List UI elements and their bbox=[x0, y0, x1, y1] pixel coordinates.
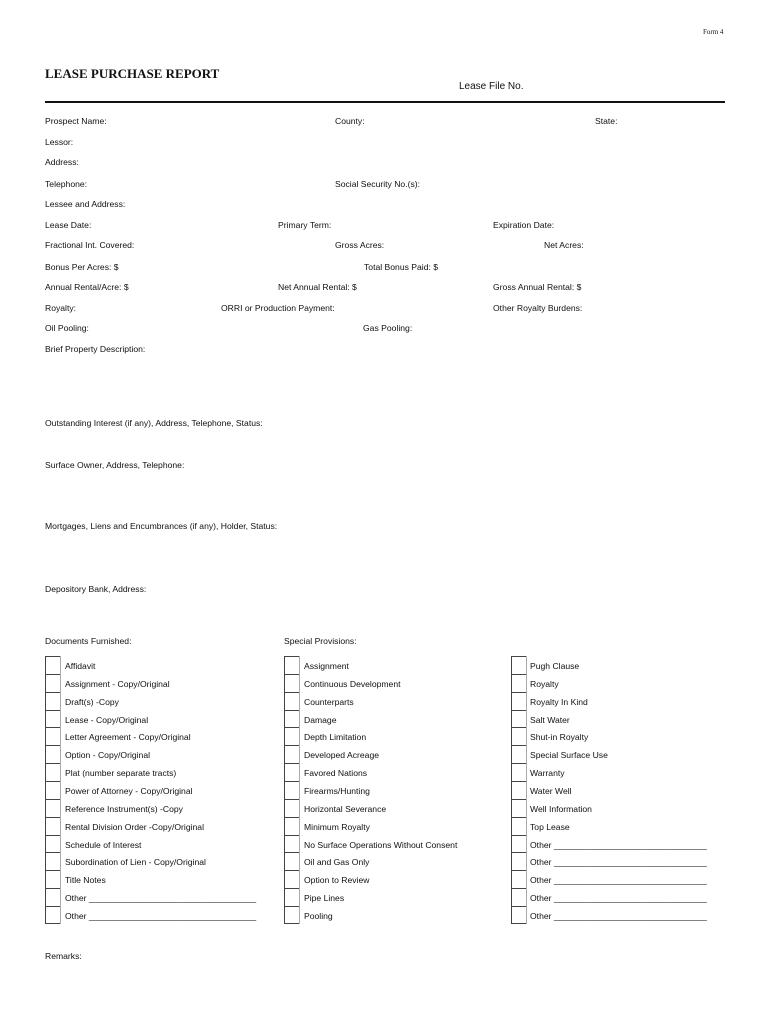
document-item-label: Assignment - Copy/Original bbox=[65, 678, 170, 689]
document-checkbox-edge bbox=[60, 835, 61, 853]
lessor-label: Lessor: bbox=[45, 137, 74, 147]
document-item-label: Subordination of Lien - Copy/Original bbox=[65, 857, 206, 868]
provision-checkbox-edge bbox=[526, 799, 527, 817]
provision-checkbox-edge bbox=[526, 906, 527, 924]
prospect-name-label: Prospect Name: bbox=[45, 116, 107, 126]
provision-checkbox-edge bbox=[526, 727, 527, 745]
document-checkbox-edge bbox=[60, 692, 61, 710]
provision-checkbox-edge bbox=[299, 799, 300, 817]
provision-item-label: Pooling bbox=[304, 910, 333, 921]
county-label: County: bbox=[335, 116, 365, 126]
provision-checkbox-edge bbox=[299, 817, 300, 835]
provision-checkbox-edge bbox=[299, 692, 300, 710]
documents-heading: Documents Furnished: bbox=[45, 636, 132, 646]
provision-item-label: Pugh Clause bbox=[530, 661, 580, 671]
depository-bank-label: Depository Bank, Address: bbox=[45, 584, 147, 594]
provision-checkbox[interactable] bbox=[284, 710, 299, 728]
provision-checkbox-edge bbox=[526, 835, 527, 853]
provision-item-label: Other ________________________________ bbox=[530, 910, 707, 921]
provision-checkbox[interactable] bbox=[284, 852, 299, 870]
document-checkbox-edge bbox=[60, 888, 61, 906]
document-checkbox-edge bbox=[60, 710, 61, 728]
provision-checkbox-edge bbox=[299, 727, 300, 745]
provision-checkbox-edge bbox=[299, 852, 300, 870]
provision-item-label: Developed Acreage bbox=[304, 750, 380, 761]
document-item-label: Plat (number separate tracts) bbox=[65, 768, 177, 779]
provision-checkbox[interactable] bbox=[511, 710, 526, 728]
provision-item-label: Assignment bbox=[304, 661, 349, 671]
provision-checkbox-edge bbox=[526, 763, 527, 781]
surface-owner-label: Surface Owner, Address, Telephone: bbox=[45, 460, 185, 470]
document-checkbox-edge bbox=[60, 763, 61, 781]
provision-item-label: Other ________________________________ bbox=[530, 875, 707, 886]
mortgages-label: Mortgages, Liens and Encumbrances (if any), Holder, Status: bbox=[45, 521, 278, 531]
provision-checkbox[interactable] bbox=[284, 817, 299, 835]
lease-file-label: Lease File No. bbox=[459, 81, 524, 92]
provision-item-label: Top Lease bbox=[530, 821, 570, 832]
document-item-label: Other ___________________________________ bbox=[65, 910, 257, 921]
document-checkbox[interactable] bbox=[45, 852, 60, 870]
provision-checkbox[interactable] bbox=[511, 906, 526, 924]
state-label: State: bbox=[595, 116, 618, 126]
provision-checkbox[interactable] bbox=[511, 870, 526, 888]
provision-checkbox[interactable] bbox=[511, 835, 526, 853]
provision-item-label: Shut-in Royalty bbox=[530, 732, 589, 743]
document-checkbox-edge bbox=[60, 727, 61, 745]
document-checkbox[interactable] bbox=[45, 906, 60, 924]
document-item-label: Draft(s) -Copy bbox=[65, 696, 119, 707]
document-checkbox[interactable] bbox=[45, 870, 60, 888]
telephone-label: Telephone: bbox=[45, 179, 88, 189]
document-item-label: Option - Copy/Original bbox=[65, 750, 151, 761]
provisions-heading: Special Provisions: bbox=[284, 636, 357, 646]
document-item-label: Title Notes bbox=[65, 875, 106, 886]
provision-item-label: No Surface Operations Without Consent bbox=[304, 839, 458, 850]
document-checkbox[interactable] bbox=[45, 692, 60, 710]
provision-checkbox[interactable] bbox=[284, 656, 299, 674]
net-annual-rental-label: Net Annual Rental: $ bbox=[278, 282, 357, 292]
provision-checkbox[interactable] bbox=[511, 852, 526, 870]
orri-label: ORRI or Production Payment: bbox=[221, 303, 335, 313]
provision-checkbox[interactable] bbox=[511, 674, 526, 692]
provision-item-label: Oil and Gas Only bbox=[304, 857, 370, 868]
provision-checkbox[interactable] bbox=[284, 727, 299, 745]
provision-checkbox-edge bbox=[526, 888, 527, 906]
document-checkbox-edge bbox=[60, 906, 61, 924]
lease-date-label: Lease Date: bbox=[45, 220, 92, 230]
provision-checkbox-edge bbox=[526, 656, 527, 674]
provision-item-label: Depth Limitation bbox=[304, 732, 367, 743]
gross-annual-rental-label: Gross Annual Rental: $ bbox=[493, 282, 582, 292]
document-checkbox-edge bbox=[60, 674, 61, 692]
provision-checkbox[interactable] bbox=[284, 745, 299, 763]
provision-checkbox[interactable] bbox=[284, 835, 299, 853]
fractional-int-label: Fractional Int. Covered: bbox=[45, 240, 135, 250]
royalty-label: Royalty: bbox=[45, 303, 77, 313]
provision-item-label: Firearms/Hunting bbox=[304, 785, 370, 796]
page-title: LEASE PURCHASE REPORT bbox=[45, 66, 220, 81]
document-item-label: Affidavit bbox=[65, 661, 96, 671]
document-checkbox-edge bbox=[60, 799, 61, 817]
provision-checkbox[interactable] bbox=[511, 745, 526, 763]
provision-checkbox-edge bbox=[299, 906, 300, 924]
document-item-label: Power of Attorney - Copy/Original bbox=[65, 785, 193, 796]
provision-item-label: Water Well bbox=[530, 785, 572, 796]
bonus-per-acre-label: Bonus Per Acres: $ bbox=[45, 262, 119, 272]
provision-checkbox-edge bbox=[526, 870, 527, 888]
document-checkbox[interactable] bbox=[45, 835, 60, 853]
provision-checkbox-edge bbox=[526, 692, 527, 710]
document-checkbox-edge bbox=[60, 852, 61, 870]
primary-term-label: Primary Term: bbox=[278, 220, 332, 230]
provision-item-label: Damage bbox=[304, 714, 337, 725]
provision-item-label: Favored Nations bbox=[304, 768, 368, 779]
provision-checkbox[interactable] bbox=[284, 763, 299, 781]
gas-pooling-label: Gas Pooling: bbox=[363, 323, 413, 333]
provision-checkbox-edge bbox=[526, 745, 527, 763]
provision-item-label: Continuous Development bbox=[304, 678, 401, 689]
remarks-label: Remarks: bbox=[45, 951, 82, 961]
provision-item-label: Other ________________________________ bbox=[530, 857, 707, 868]
provision-checkbox[interactable] bbox=[511, 888, 526, 906]
expiration-date-label: Expiration Date: bbox=[493, 220, 555, 230]
document-checkbox-edge bbox=[60, 781, 61, 799]
provision-item-label: Well Information bbox=[530, 803, 592, 814]
document-checkbox[interactable] bbox=[45, 799, 60, 817]
provision-checkbox-edge bbox=[299, 710, 300, 728]
provision-checkbox[interactable] bbox=[284, 799, 299, 817]
document-item-label: Other ___________________________________ bbox=[65, 893, 257, 904]
provision-item-label: Special Surface Use bbox=[530, 750, 608, 761]
provision-item-label: Counterparts bbox=[304, 696, 354, 707]
document-checkbox-edge bbox=[60, 817, 61, 835]
provision-checkbox-edge bbox=[299, 656, 300, 674]
provision-item-label: Royalty bbox=[530, 678, 559, 689]
form-number: Form 4 bbox=[703, 28, 724, 36]
document-checkbox[interactable] bbox=[45, 727, 60, 745]
document-checkbox[interactable] bbox=[45, 817, 60, 835]
document-checkbox-edge bbox=[60, 745, 61, 763]
provision-checkbox-edge bbox=[299, 763, 300, 781]
address-label: Address: bbox=[45, 157, 79, 167]
document-checkbox[interactable] bbox=[45, 781, 60, 799]
provision-checkbox[interactable] bbox=[511, 817, 526, 835]
header-divider bbox=[45, 101, 725, 103]
document-checkbox[interactable] bbox=[45, 710, 60, 728]
provision-checkbox-edge bbox=[299, 674, 300, 692]
provision-checkbox-edge bbox=[299, 745, 300, 763]
provision-checkbox[interactable] bbox=[284, 674, 299, 692]
other-royalty-label: Other Royalty Burdens: bbox=[493, 303, 583, 313]
document-checkbox[interactable] bbox=[45, 745, 60, 763]
provision-item-label: Warranty bbox=[530, 768, 565, 779]
total-bonus-label: Total Bonus Paid: $ bbox=[364, 262, 439, 272]
provision-checkbox-edge bbox=[299, 888, 300, 906]
provision-item-label: Option to Review bbox=[304, 875, 370, 886]
document-checkbox[interactable] bbox=[45, 888, 60, 906]
provision-checkbox-edge bbox=[526, 781, 527, 799]
document-item-label: Lease - Copy/Original bbox=[65, 714, 149, 725]
provision-item-label: Other ________________________________ bbox=[530, 839, 707, 850]
provision-checkbox[interactable] bbox=[284, 781, 299, 799]
document-checkbox[interactable] bbox=[45, 656, 60, 674]
gross-acres-label: Gross Acres: bbox=[335, 240, 385, 250]
provision-checkbox[interactable] bbox=[284, 692, 299, 710]
ssn-label: Social Security No.(s): bbox=[335, 179, 421, 189]
provision-checkbox[interactable] bbox=[284, 870, 299, 888]
provision-item-label: Horizontal Severance bbox=[304, 803, 387, 814]
annual-rental-label: Annual Rental/Acre: $ bbox=[45, 282, 129, 292]
outstanding-interest-label: Outstanding Interest (if any), Address, Telephone, Status: bbox=[45, 418, 263, 428]
provision-checkbox[interactable] bbox=[511, 727, 526, 745]
document-checkbox[interactable] bbox=[45, 763, 60, 781]
provision-item-label: Royalty In Kind bbox=[530, 696, 588, 707]
provision-item-label: Pipe Lines bbox=[304, 893, 345, 904]
provision-checkbox-edge bbox=[526, 674, 527, 692]
provision-checkbox-edge bbox=[299, 870, 300, 888]
provision-checkbox-edge bbox=[526, 817, 527, 835]
document-checkbox[interactable] bbox=[45, 674, 60, 692]
provision-checkbox[interactable] bbox=[511, 799, 526, 817]
net-acres-label: Net Acres: bbox=[544, 240, 584, 250]
provision-checkbox-edge bbox=[299, 835, 300, 853]
provision-checkbox[interactable] bbox=[511, 692, 526, 710]
document-item-label: Schedule of Interest bbox=[65, 839, 142, 850]
brief-description-label: Brief Property Description: bbox=[45, 344, 146, 354]
provision-checkbox[interactable] bbox=[511, 781, 526, 799]
provision-checkbox[interactable] bbox=[284, 888, 299, 906]
document-item-label: Letter Agreement - Copy/Original bbox=[65, 732, 191, 743]
provision-item-label: Minimum Royalty bbox=[304, 821, 370, 832]
provision-checkbox-edge bbox=[526, 710, 527, 728]
provision-checkbox[interactable] bbox=[511, 656, 526, 674]
document-checkbox-edge bbox=[60, 870, 61, 888]
document-item-label: Reference Instrument(s) -Copy bbox=[65, 803, 183, 814]
lessee-label: Lessee and Address: bbox=[45, 199, 126, 209]
oil-pooling-label: Oil Pooling: bbox=[45, 323, 89, 333]
provision-item-label: Salt Water bbox=[530, 714, 570, 725]
provision-checkbox[interactable] bbox=[284, 906, 299, 924]
provision-checkbox-edge bbox=[526, 852, 527, 870]
document-checkbox-edge bbox=[60, 656, 61, 674]
provision-item-label: Other ________________________________ bbox=[530, 893, 707, 904]
provision-checkbox-edge bbox=[299, 781, 300, 799]
document-item-label: Rental Division Order -Copy/Original bbox=[65, 821, 204, 832]
provision-checkbox[interactable] bbox=[511, 763, 526, 781]
